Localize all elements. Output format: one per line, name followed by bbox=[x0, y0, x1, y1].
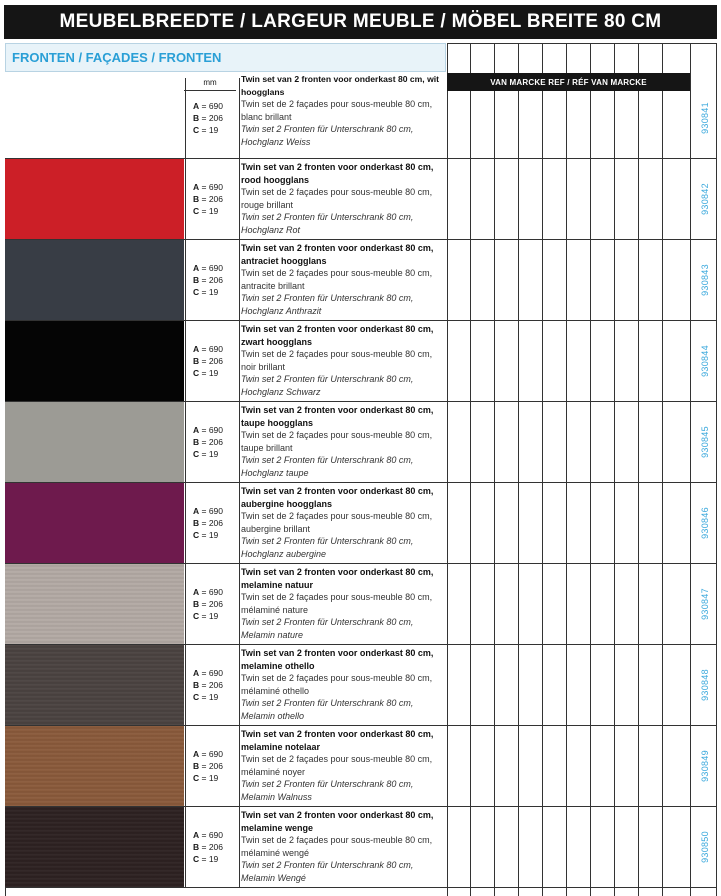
dimension-value: = 19 bbox=[199, 125, 219, 135]
ref-column-header: VAN MARCKE REF / RÉF VAN MARCKE bbox=[447, 73, 690, 91]
table-row bbox=[5, 159, 717, 239]
dimension-c bbox=[193, 448, 239, 460]
table-row bbox=[5, 645, 717, 725]
dimension-label: A bbox=[193, 506, 200, 516]
description-fr: Twin set de 2 façades pour sous-meuble 80 cm, rouge brillant bbox=[241, 187, 433, 210]
dimension-label: C bbox=[193, 611, 200, 621]
dimension-b bbox=[193, 598, 239, 610]
dimensions bbox=[185, 321, 240, 401]
dimension-value: = 690 bbox=[199, 587, 224, 597]
dimension-value: = 19 bbox=[199, 611, 219, 621]
table-row bbox=[5, 807, 717, 887]
description-nl: Twin set van 2 fronten voor onderkast 80 cm, rood hoogglans bbox=[241, 162, 434, 185]
reference-cell bbox=[693, 402, 717, 482]
description-fr: Twin set de 2 façades pour sous-meuble 80 cm, blanc brillant bbox=[241, 99, 433, 122]
dimension-c bbox=[193, 853, 239, 865]
dimension-label: A bbox=[193, 830, 200, 840]
product-description bbox=[241, 647, 446, 723]
description-nl: Twin set van 2 fronten voor onderkast 80 cm, wit hoogglans bbox=[241, 74, 440, 97]
dimensions bbox=[185, 645, 240, 725]
dimension-b bbox=[193, 517, 239, 529]
reference-cell bbox=[693, 240, 717, 320]
dimension-value: = 19 bbox=[199, 530, 219, 540]
color-swatch bbox=[5, 645, 184, 725]
table-row bbox=[5, 74, 717, 158]
dimension-label: C bbox=[193, 449, 200, 459]
table-row bbox=[5, 726, 717, 806]
dimension-label: A bbox=[193, 749, 200, 759]
dimension-value: = 206 bbox=[199, 275, 224, 285]
product-description bbox=[241, 728, 446, 804]
product-description bbox=[241, 566, 446, 642]
description-fr: Twin set de 2 façades pour sous-meuble 80 cm, noir brillant bbox=[241, 349, 433, 372]
dimension-label: A bbox=[193, 587, 200, 597]
dimension-label: B bbox=[193, 842, 200, 852]
dimension-c bbox=[193, 529, 239, 541]
description-de: Twin set 2 Fronten für Unterschrank 80 cm, Hochglanz Weiss bbox=[241, 124, 414, 147]
table-row bbox=[5, 240, 717, 320]
color-swatch bbox=[5, 726, 184, 806]
dimension-label: B bbox=[193, 275, 200, 285]
color-swatch bbox=[5, 73, 184, 158]
description-de: Twin set 2 Fronten für Unterschrank 80 cm, Hochglanz Rot bbox=[241, 212, 414, 235]
row-divider bbox=[5, 887, 717, 888]
reference-number: 930842 bbox=[700, 183, 710, 215]
product-description bbox=[241, 73, 446, 149]
reference-cell bbox=[693, 564, 717, 644]
product-description bbox=[241, 161, 446, 237]
reference-number: 930847 bbox=[700, 588, 710, 620]
reference-number: 930844 bbox=[700, 345, 710, 377]
dimension-b bbox=[193, 193, 239, 205]
dimension-value: = 690 bbox=[199, 344, 224, 354]
dimension-b bbox=[193, 274, 239, 286]
dimension-label: C bbox=[193, 368, 200, 378]
description-fr: Twin set de 2 façades pour sous-meuble 80 cm, aubergine brillant bbox=[241, 511, 433, 534]
dimension-label: A bbox=[193, 263, 200, 273]
color-swatch bbox=[5, 564, 184, 644]
dimensions bbox=[185, 807, 240, 887]
description-fr: Twin set de 2 façades pour sous-meuble 80 cm, mélaminé nature bbox=[241, 592, 433, 615]
dimension-value: = 690 bbox=[199, 830, 224, 840]
section-heading: FRONTEN / FAÇADES / FRONTEN bbox=[5, 43, 446, 72]
description-nl: Twin set van 2 fronten voor onderkast 80 cm, melamine notelaar bbox=[241, 729, 434, 752]
dimension-b bbox=[193, 355, 239, 367]
description-de: Twin set 2 Fronten für Unterschrank 80 cm, Hochglanz Anthrazit bbox=[241, 293, 414, 316]
dimension-value: = 206 bbox=[199, 356, 224, 366]
dimension-label: B bbox=[193, 518, 200, 528]
table-row bbox=[5, 402, 717, 482]
dimension-value: = 206 bbox=[199, 842, 224, 852]
product-description bbox=[241, 323, 446, 399]
description-fr: Twin set de 2 façades pour sous-meuble 80 cm, antracite brillant bbox=[241, 268, 433, 291]
dimension-label: B bbox=[193, 680, 200, 690]
dimension-b bbox=[193, 436, 239, 448]
dimension-a bbox=[193, 424, 239, 436]
reference-number: 930841 bbox=[700, 102, 710, 134]
dimension-label: A bbox=[193, 425, 200, 435]
reference-cell bbox=[693, 78, 717, 158]
dimension-label: C bbox=[193, 854, 200, 864]
dimension-a bbox=[193, 100, 239, 112]
dimension-b bbox=[193, 760, 239, 772]
description-de: Twin set 2 Fronten für Unterschrank 80 cm, Hochglanz aubergine bbox=[241, 536, 414, 559]
description-de: Twin set 2 Fronten für Unterschrank 80 cm, Melamin othello bbox=[241, 698, 414, 721]
dimension-label: B bbox=[193, 113, 200, 123]
description-de: Twin set 2 Fronten für Unterschrank 80 cm, Melamin Wengé bbox=[241, 860, 414, 883]
color-swatch bbox=[5, 321, 184, 401]
dimension-b bbox=[193, 841, 239, 853]
dimensions bbox=[185, 240, 240, 320]
dimension-value: = 690 bbox=[199, 749, 224, 759]
color-swatch bbox=[5, 807, 184, 887]
dimension-value: = 19 bbox=[199, 206, 219, 216]
reference-number: 930850 bbox=[700, 831, 710, 863]
dimension-value: = 206 bbox=[199, 518, 224, 528]
description-fr: Twin set de 2 façades pour sous-meuble 80 cm, mélaminé othello bbox=[241, 673, 433, 696]
product-description bbox=[241, 809, 446, 885]
color-swatch bbox=[5, 483, 184, 563]
dimension-c bbox=[193, 691, 239, 703]
reference-cell bbox=[693, 483, 717, 563]
description-nl: Twin set van 2 fronten voor onderkast 80 cm, aubergine hoogglans bbox=[241, 486, 434, 509]
reference-number: 930843 bbox=[700, 264, 710, 296]
description-fr: Twin set de 2 façades pour sous-meuble 80 cm, mélaminé wengé bbox=[241, 835, 433, 858]
dimension-value: = 19 bbox=[199, 287, 219, 297]
mm-column-header: mm bbox=[203, 77, 217, 87]
description-de: Twin set 2 Fronten für Unterschrank 80 cm, Melamin Walnuss bbox=[241, 779, 414, 802]
description-fr: Twin set de 2 façades pour sous-meuble 80 cm, mélaminé noyer bbox=[241, 754, 433, 777]
reference-cell bbox=[693, 807, 717, 887]
dimensions bbox=[185, 159, 240, 239]
dimension-label: B bbox=[193, 599, 200, 609]
dimension-value: = 19 bbox=[199, 368, 219, 378]
dimension-label: A bbox=[193, 668, 200, 678]
dimension-c bbox=[193, 205, 239, 217]
dimension-a bbox=[193, 343, 239, 355]
dimension-value: = 206 bbox=[199, 761, 224, 771]
dimension-label: B bbox=[193, 761, 200, 771]
reference-number: 930848 bbox=[700, 669, 710, 701]
dimension-value: = 206 bbox=[199, 680, 224, 690]
dimension-c bbox=[193, 286, 239, 298]
description-nl: Twin set van 2 fronten voor onderkast 80 cm, melamine othello bbox=[241, 648, 434, 671]
description-nl: Twin set van 2 fronten voor onderkast 80 cm, zwart hoogglans bbox=[241, 324, 434, 347]
dimension-a bbox=[193, 505, 239, 517]
dimension-value: = 690 bbox=[199, 263, 224, 273]
reference-cell bbox=[693, 159, 717, 239]
reference-cell bbox=[693, 726, 717, 806]
description-nl: Twin set van 2 fronten voor onderkast 80 cm, melamine wenge bbox=[241, 810, 434, 833]
dimension-a bbox=[193, 829, 239, 841]
dimensions bbox=[185, 483, 240, 563]
description-nl: Twin set van 2 fronten voor onderkast 80 cm, taupe hoogglans bbox=[241, 405, 434, 428]
dimension-a bbox=[193, 586, 239, 598]
dimension-value: = 690 bbox=[199, 101, 224, 111]
reference-number: 930849 bbox=[700, 750, 710, 782]
dimension-a bbox=[193, 748, 239, 760]
dimension-value: = 206 bbox=[199, 113, 224, 123]
dimension-value: = 206 bbox=[199, 437, 224, 447]
dimension-label: C bbox=[193, 530, 200, 540]
dimension-label: C bbox=[193, 773, 200, 783]
dimension-label: B bbox=[193, 194, 200, 204]
dimension-label: A bbox=[193, 101, 200, 111]
dimension-value: = 206 bbox=[199, 194, 224, 204]
reference-number: 930846 bbox=[700, 507, 710, 539]
dimension-value: = 690 bbox=[199, 668, 224, 678]
color-swatch bbox=[5, 159, 184, 239]
dimensions bbox=[185, 402, 240, 482]
reference-cell bbox=[693, 321, 717, 401]
dimension-c bbox=[193, 610, 239, 622]
description-nl: Twin set van 2 fronten voor onderkast 80 cm, melamine natuur bbox=[241, 567, 434, 590]
page-title: MEUBELBREEDTE / LARGEUR MEUBLE / MÖBEL BREITE 80 CM bbox=[4, 5, 717, 39]
table-row bbox=[5, 564, 717, 644]
dimension-value: = 206 bbox=[199, 599, 224, 609]
dimension-c bbox=[193, 772, 239, 784]
dimension-c bbox=[193, 124, 239, 136]
reference-cell bbox=[693, 645, 717, 725]
dimension-label: B bbox=[193, 356, 200, 366]
description-de: Twin set 2 Fronten für Unterschrank 80 cm, Hochglanz Schwarz bbox=[241, 374, 414, 397]
dimension-value: = 19 bbox=[199, 692, 219, 702]
description-fr: Twin set de 2 façades pour sous-meuble 80 cm, taupe brillant bbox=[241, 430, 433, 453]
dimension-value: = 690 bbox=[199, 506, 224, 516]
table-row bbox=[5, 321, 717, 401]
dimension-a bbox=[193, 181, 239, 193]
product-description bbox=[241, 485, 446, 561]
dimension-label: C bbox=[193, 692, 200, 702]
description-de: Twin set 2 Fronten für Unterschrank 80 cm, Hochglanz taupe bbox=[241, 455, 414, 478]
dimension-value: = 690 bbox=[199, 425, 224, 435]
reference-number: 930845 bbox=[700, 426, 710, 458]
dimension-value: = 19 bbox=[199, 449, 219, 459]
description-de: Twin set 2 Fronten für Unterschrank 80 cm, Melamin nature bbox=[241, 617, 414, 640]
dimension-label: A bbox=[193, 182, 200, 192]
dimension-label: C bbox=[193, 287, 200, 297]
dimension-value: = 19 bbox=[199, 854, 219, 864]
dimension-label: B bbox=[193, 437, 200, 447]
dimension-value: = 19 bbox=[199, 773, 219, 783]
dimension-label: C bbox=[193, 206, 200, 216]
color-swatch bbox=[5, 240, 184, 320]
dimension-value: = 690 bbox=[199, 182, 224, 192]
dimension-c bbox=[193, 367, 239, 379]
dimension-b bbox=[193, 679, 239, 691]
dimension-label: A bbox=[193, 344, 200, 354]
grid-top-line bbox=[447, 43, 717, 44]
product-description bbox=[241, 404, 446, 480]
dimensions bbox=[185, 78, 240, 158]
description-nl: Twin set van 2 fronten voor onderkast 80 cm, antraciet hoogglans bbox=[241, 243, 434, 266]
color-swatch bbox=[5, 402, 184, 482]
dimensions bbox=[185, 564, 240, 644]
dimension-b bbox=[193, 112, 239, 124]
dimension-a bbox=[193, 262, 239, 274]
product-description bbox=[241, 242, 446, 318]
table-row bbox=[5, 483, 717, 563]
dimension-label: C bbox=[193, 125, 200, 135]
dimension-a bbox=[193, 667, 239, 679]
dimensions bbox=[185, 726, 240, 806]
